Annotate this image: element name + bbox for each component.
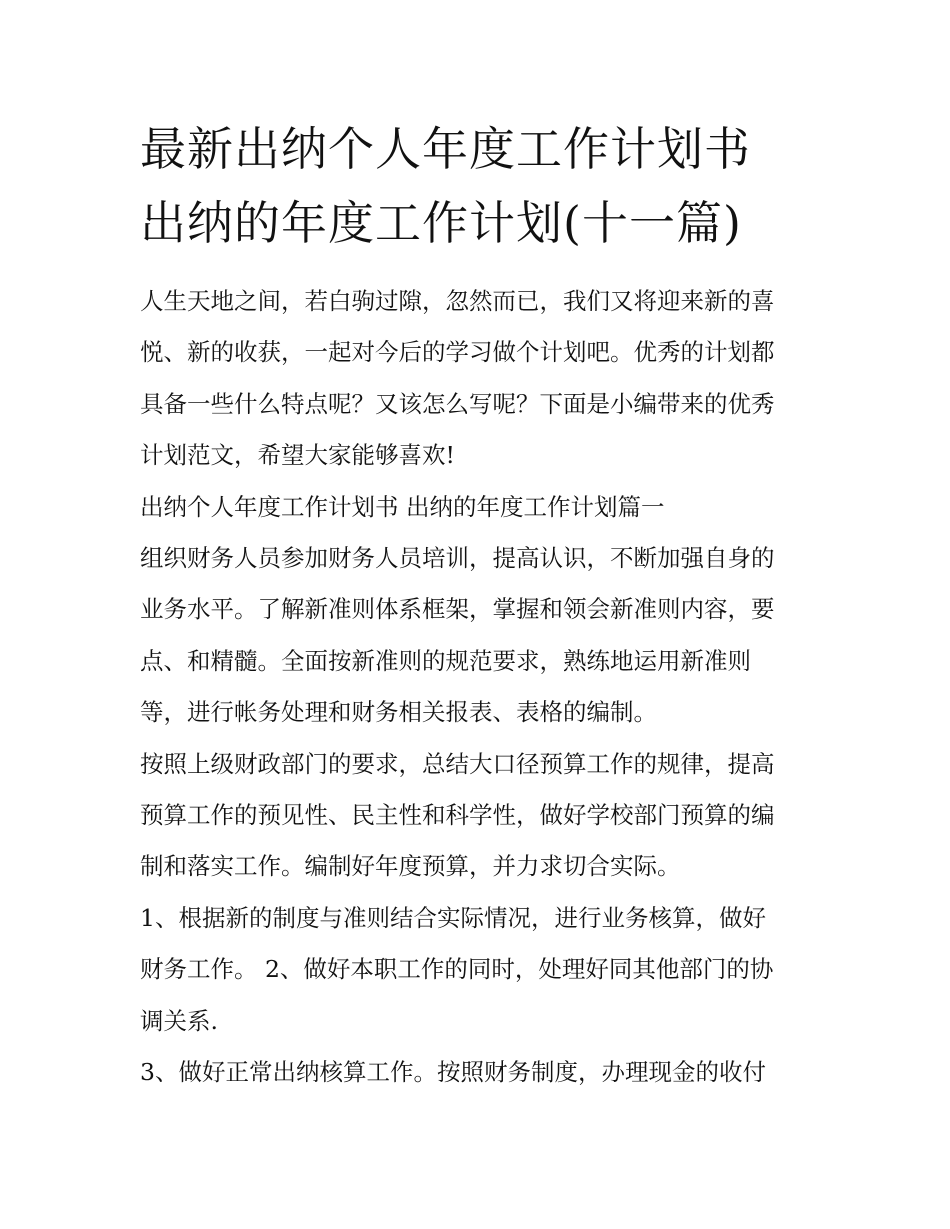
text-line: 3、做好正常出纳核算工作。按照财务制度，办理现金的收付 bbox=[140, 1058, 766, 1087]
text-line: 财务工作。 2、做好本职工作的同时，处理好同其他部门的协 bbox=[140, 955, 774, 984]
text-line: 悦、新的收获，一起对今后的学习做个计划吧。优秀的计划都 bbox=[140, 338, 775, 367]
text-line: 按照上级财政部门的要求，总结大口径预算工作的规律，提高 bbox=[140, 749, 775, 778]
paragraph-training bbox=[140, 533, 830, 739]
paragraph-items-1-2 bbox=[140, 893, 830, 1047]
section-heading: 出纳个人年度工作计划书 出纳的年度工作计划篇一 bbox=[140, 492, 665, 521]
text-line: 等，进行帐务处理和财务相关报表、表格的编制。 bbox=[140, 698, 657, 727]
text-line: 人生天地之间，若白驹过隙，忽然而已，我们又将迎来新的喜 bbox=[140, 287, 775, 315]
text-line: 点、和精髓。全面按新准则的规范要求，熟练地运用新准则 bbox=[140, 646, 751, 675]
text-line: 制和落实工作。编制好年度预算，并力求切合实际。 bbox=[140, 852, 681, 881]
text-line: 组织财务人员参加财务人员培训，提高认识，不断加强自身的 bbox=[140, 544, 775, 573]
paragraph-budget bbox=[140, 739, 830, 893]
text-line: 计划范文，希望大家能够喜欢! bbox=[140, 441, 455, 470]
text-line: 具备一些什么特点呢？又该怎么写呢？下面是小编带来的优秀 bbox=[140, 389, 775, 418]
text-line: 调关系. bbox=[140, 1006, 218, 1035]
document-title bbox=[140, 112, 840, 260]
paragraph-item-3 bbox=[140, 1047, 830, 1098]
title-line: 出纳的年度工作计划(十一篇) bbox=[140, 196, 742, 250]
intro-paragraph bbox=[140, 276, 830, 482]
title-line: 最新出纳个人年度工作计划书 bbox=[140, 122, 751, 176]
document-body bbox=[140, 276, 830, 1099]
text-line: 预算工作的预见性、民主性和科学性，做好学校部门预算的编 bbox=[140, 801, 775, 830]
text-line: 业务水平。了解新准则体系框架，掌握和领会新准则内容，要 bbox=[140, 595, 775, 624]
text-line: 1、根据新的制度与准则结合实际情况，进行业务核算，做好 bbox=[140, 903, 766, 932]
